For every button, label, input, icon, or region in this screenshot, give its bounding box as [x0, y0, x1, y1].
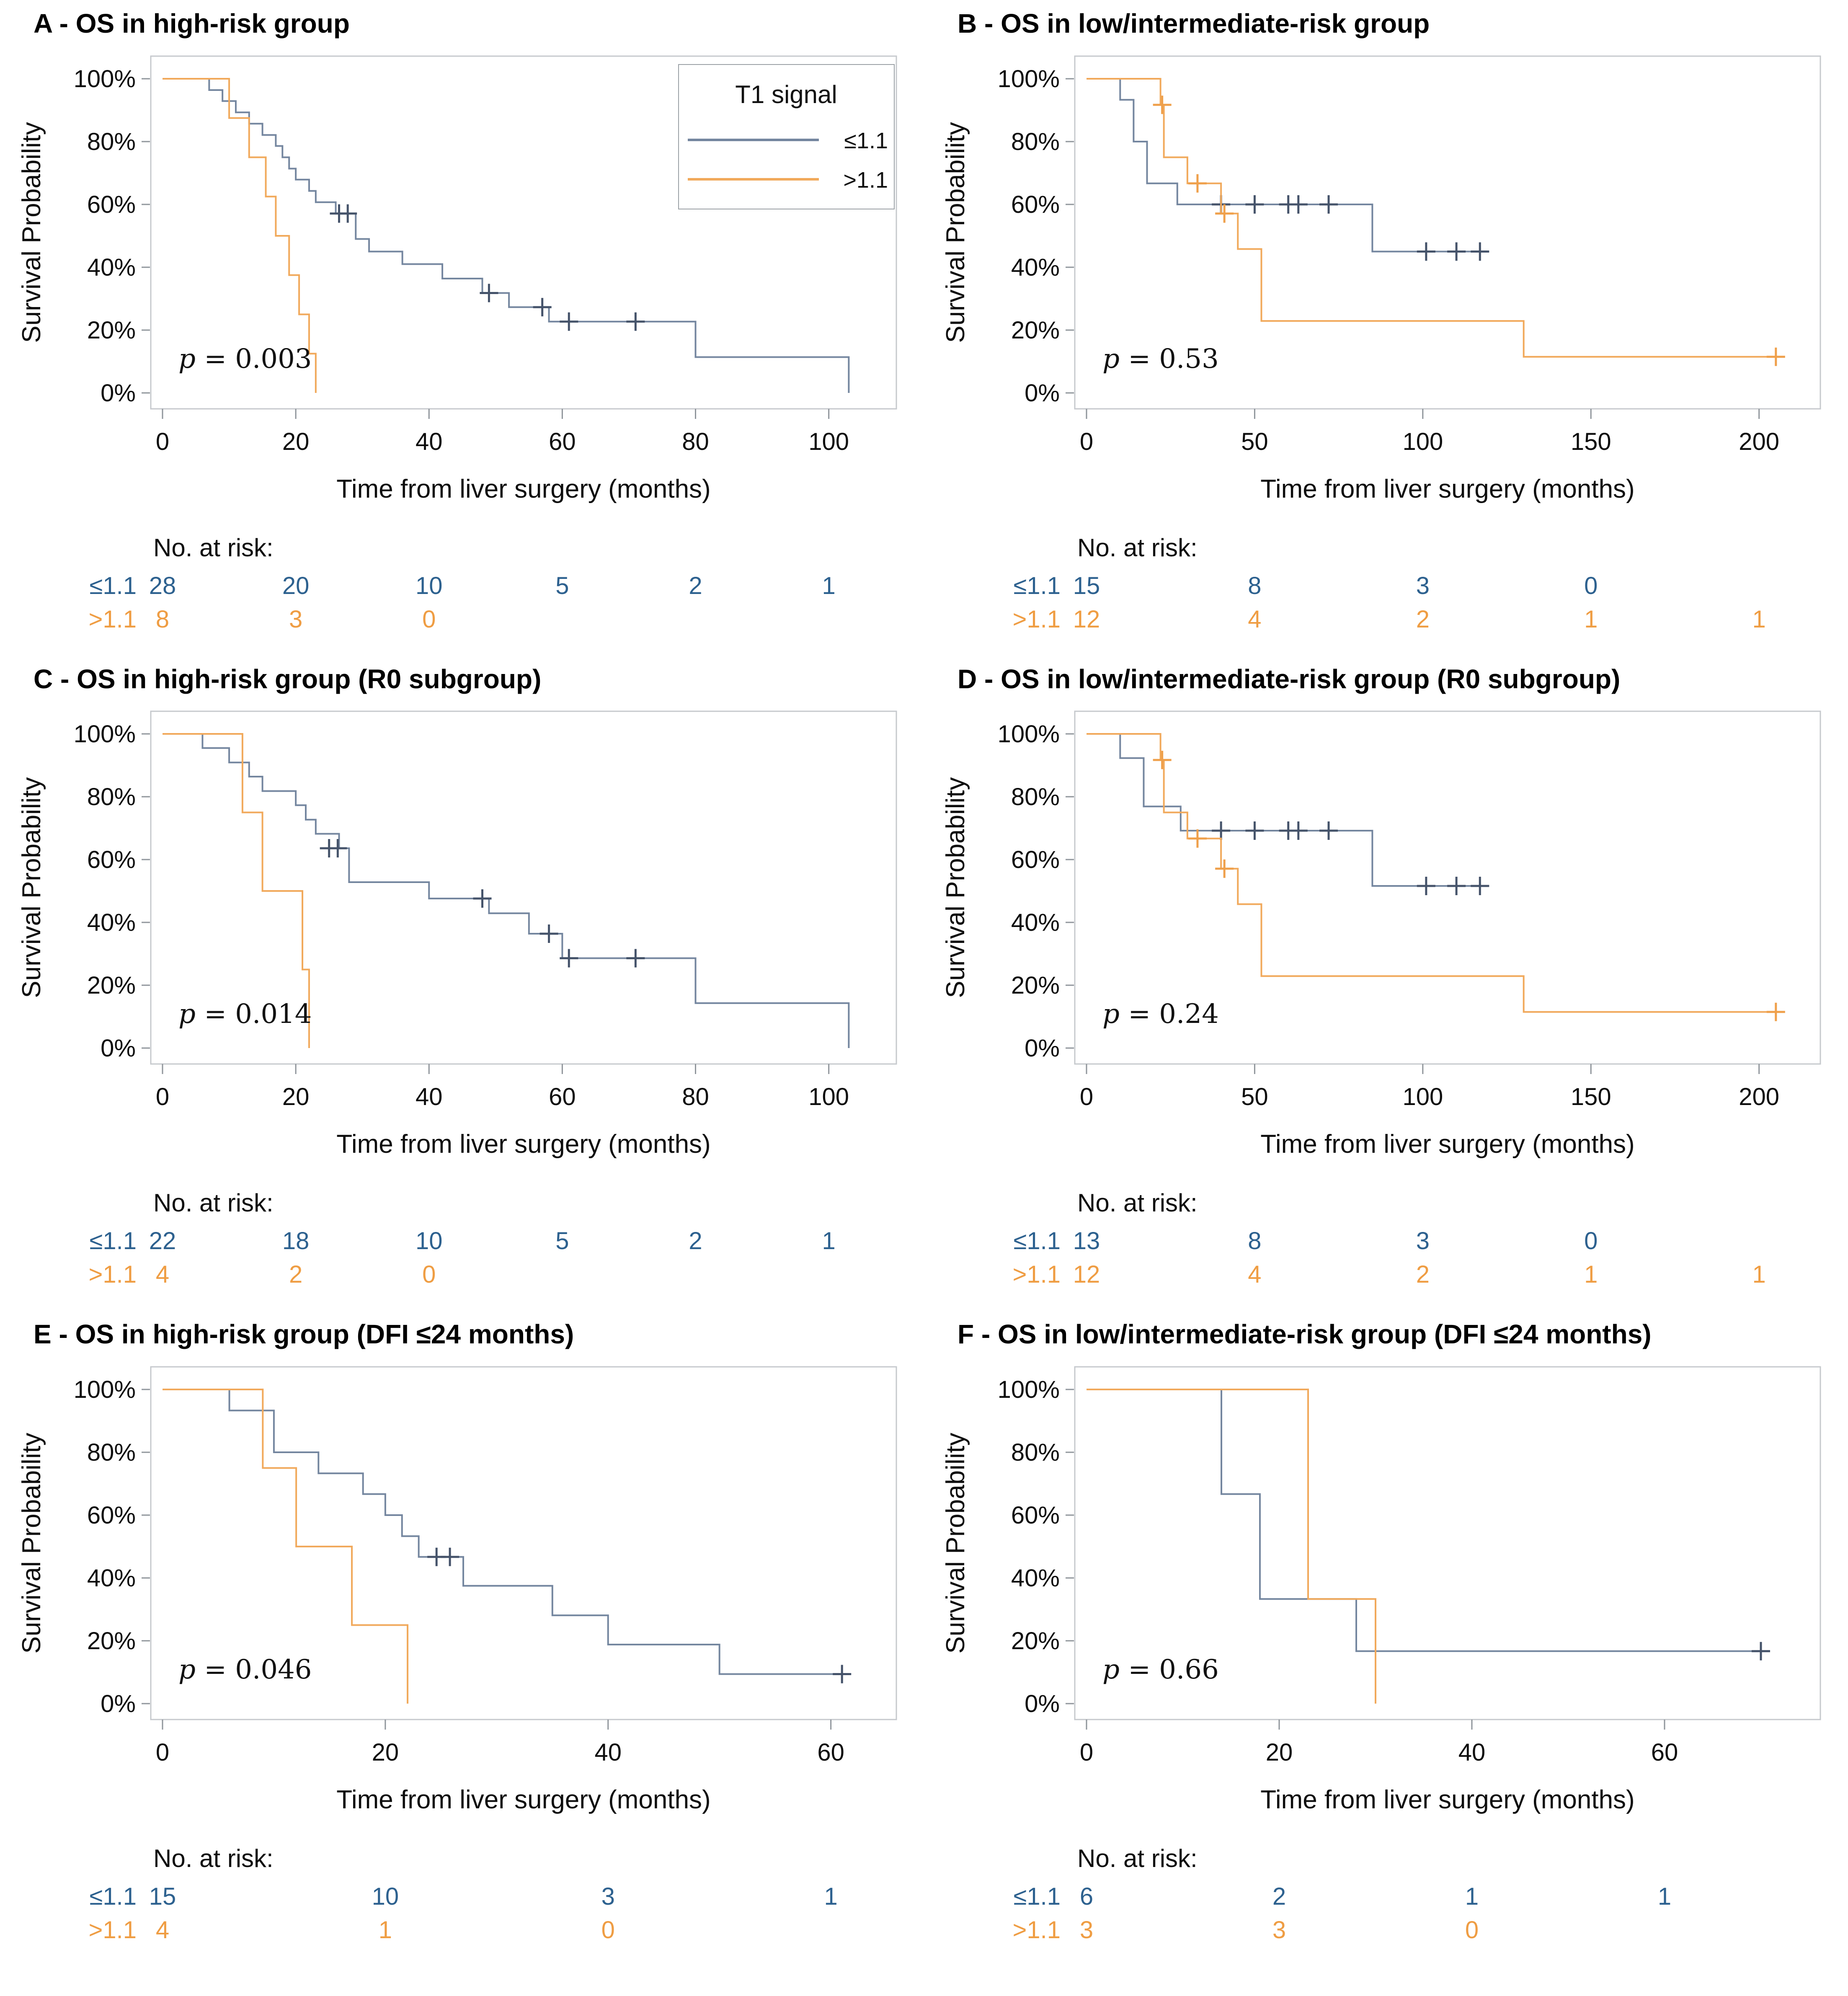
y-tick-label: 60%	[87, 846, 136, 874]
x-tick-label: 0	[1079, 1738, 1094, 1766]
x-axis-title: Time from liver surgery (months)	[1260, 474, 1635, 504]
risk-row-label: ≤1.1	[1013, 1882, 1061, 1910]
y-axis-title: Survival Probability	[17, 1433, 46, 1654]
x-tick-label: 40	[594, 1738, 622, 1766]
x-tick-label: 80	[682, 1083, 709, 1111]
x-tick-label: 150	[1570, 428, 1611, 455]
risk-count: 1	[1584, 605, 1598, 633]
x-axis-title: Time from liver surgery (months)	[336, 1785, 711, 1814]
risk-count: 5	[555, 572, 569, 599]
y-tick-label: 20%	[87, 972, 136, 999]
panel-f-os-low-intermediate-risk-dfi24	[932, 1317, 1840, 1960]
risk-count: 1	[1584, 1261, 1598, 1288]
x-tick-label: 60	[549, 428, 576, 455]
risk-count: 2	[289, 1261, 303, 1288]
x-tick-label: 50	[1241, 1083, 1268, 1111]
y-tick-label: 0%	[1025, 379, 1060, 407]
legend-item-label: >1.1	[843, 167, 888, 193]
risk-table-header: No. at risk:	[1077, 533, 1198, 562]
x-tick-label: 60	[549, 1083, 576, 1111]
risk-count: 0	[422, 1261, 436, 1288]
y-axis-title: Survival Probability	[941, 1433, 970, 1654]
risk-count: 3	[289, 605, 303, 633]
risk-count: 0	[422, 605, 436, 633]
x-tick-label: 200	[1739, 428, 1780, 455]
km-chart-f	[932, 1351, 1837, 1960]
panel-title: A - OS in high-risk group	[34, 8, 350, 39]
panel-b-os-low-intermediate-risk	[932, 7, 1840, 650]
y-tick-label: 80%	[87, 783, 136, 811]
x-tick-label: 50	[1241, 428, 1268, 455]
risk-count: 1	[378, 1916, 392, 1944]
y-axis-title: Survival Probability	[17, 121, 46, 343]
risk-count: 3	[1079, 1916, 1094, 1944]
km-curve-le11	[1087, 79, 1487, 252]
y-tick-label: 60%	[1011, 1501, 1060, 1529]
y-tick-label: 0%	[101, 1035, 136, 1062]
x-tick-label: 40	[416, 428, 443, 455]
km-chart-c	[8, 695, 913, 1305]
y-tick-label: 40%	[1011, 1564, 1060, 1592]
x-tick-label: 40	[416, 1083, 443, 1111]
y-tick-label: 0%	[1025, 1035, 1060, 1062]
x-tick-label: 80	[682, 428, 709, 455]
risk-count: 10	[372, 1882, 399, 1910]
panel-e-os-high-risk-dfi24	[8, 1317, 916, 1960]
x-tick-label: 100	[808, 428, 849, 455]
y-tick-label: 60%	[87, 191, 136, 218]
y-tick-label: 60%	[1011, 191, 1060, 218]
x-tick-label: 20	[282, 428, 310, 455]
risk-count: 4	[155, 1916, 170, 1944]
panel-title: C - OS in high-risk group (R0 subgroup)	[34, 664, 542, 694]
panel-d-os-low-intermediate-risk-r0	[932, 662, 1840, 1305]
risk-count: 13	[1073, 1227, 1100, 1255]
km-curve-le11	[1087, 1389, 1761, 1651]
risk-row-label: ≤1.1	[89, 1227, 137, 1255]
y-tick-label: 40%	[87, 909, 136, 937]
y-tick-label: 80%	[87, 128, 136, 155]
risk-count: 2	[689, 572, 702, 599]
risk-count: 1	[822, 572, 836, 599]
p-value-label: p = 0.24	[1102, 999, 1219, 1030]
panel-c-os-high-risk-r0	[8, 662, 916, 1305]
x-axis-title: Time from liver surgery (months)	[1260, 1785, 1635, 1814]
p-value-label: p = 0.66	[1102, 1654, 1219, 1685]
risk-count: 5	[555, 1227, 569, 1255]
y-tick-label: 20%	[1011, 316, 1060, 344]
risk-row-label: >1.1	[88, 1916, 137, 1944]
y-tick-label: 40%	[87, 1564, 136, 1592]
risk-count: 4	[1248, 1261, 1262, 1288]
risk-row-label: ≤1.1	[89, 1882, 137, 1910]
risk-count: 0	[1465, 1916, 1479, 1944]
risk-count: 12	[1073, 605, 1100, 633]
risk-count: 10	[416, 572, 443, 599]
y-tick-label: 100%	[997, 720, 1060, 748]
x-tick-label: 20	[1265, 1738, 1293, 1766]
risk-count: 15	[149, 1882, 176, 1910]
risk-row-label: ≤1.1	[89, 572, 137, 599]
y-tick-label: 20%	[1011, 1627, 1060, 1655]
km-curve-le11	[163, 1389, 848, 1674]
x-tick-label: 150	[1570, 1083, 1611, 1111]
risk-count: 22	[149, 1227, 176, 1255]
risk-row-label: >1.1	[88, 1261, 137, 1288]
km-chart-b	[932, 40, 1837, 650]
y-tick-label: 60%	[87, 1501, 136, 1529]
risk-table-header: No. at risk:	[1077, 1844, 1198, 1872]
risk-row-label: >1.1	[1012, 1916, 1061, 1944]
x-tick-label: 200	[1739, 1083, 1780, 1111]
risk-count: 2	[1416, 605, 1430, 633]
y-axis-title: Survival Probability	[941, 777, 970, 998]
risk-count: 0	[1584, 572, 1598, 599]
risk-count: 20	[282, 572, 310, 599]
legend-title: T1 signal	[735, 80, 837, 108]
panel-title: E - OS in high-risk group (DFI ≤24 months)	[34, 1319, 574, 1350]
y-tick-label: 100%	[997, 65, 1060, 93]
p-value-label: p = 0.003	[178, 343, 312, 374]
panel-title: B - OS in low/intermediate-risk group	[958, 8, 1430, 39]
y-tick-label: 40%	[1011, 909, 1060, 937]
risk-table-header: No. at risk:	[153, 533, 274, 562]
risk-count: 12	[1073, 1261, 1100, 1288]
y-tick-label: 0%	[1025, 1690, 1060, 1717]
risk-count: 1	[1752, 605, 1766, 633]
x-tick-label: 100	[1402, 428, 1443, 455]
p-value-label: p = 0.53	[1102, 343, 1219, 374]
risk-count: 1	[1657, 1882, 1672, 1910]
risk-table-header: No. at risk:	[153, 1189, 274, 1217]
x-axis-title: Time from liver surgery (months)	[336, 474, 711, 504]
y-axis-title: Survival Probability	[941, 121, 970, 343]
y-tick-label: 20%	[87, 316, 136, 344]
risk-count: 2	[1416, 1261, 1430, 1288]
risk-count: 28	[149, 572, 176, 599]
y-tick-label: 20%	[87, 1627, 136, 1655]
x-tick-label: 100	[1402, 1083, 1443, 1111]
x-tick-label: 20	[372, 1738, 399, 1766]
y-tick-label: 0%	[101, 1690, 136, 1717]
risk-table-header: No. at risk:	[153, 1844, 274, 1872]
y-tick-label: 80%	[1011, 1438, 1060, 1466]
risk-count: 4	[1248, 605, 1262, 633]
x-tick-label: 0	[155, 1083, 170, 1111]
y-tick-label: 60%	[1011, 846, 1060, 874]
p-value-label: p = 0.014	[178, 999, 312, 1030]
risk-count: 1	[1752, 1261, 1766, 1288]
risk-count: 3	[1272, 1916, 1286, 1944]
km-chart-a	[8, 40, 913, 650]
risk-count: 2	[689, 1227, 702, 1255]
km-figure-grid	[8, 7, 1840, 1960]
km-chart-d	[932, 695, 1837, 1305]
panel-title: F - OS in low/intermediate-risk group (DFI ≤24 months)	[958, 1319, 1652, 1350]
risk-count: 1	[1465, 1882, 1479, 1910]
risk-count: 8	[1248, 572, 1262, 599]
y-tick-label: 100%	[73, 720, 136, 748]
risk-count: 0	[1584, 1227, 1598, 1255]
x-tick-label: 60	[817, 1738, 844, 1766]
risk-count: 10	[416, 1227, 443, 1255]
p-value-label: p = 0.046	[178, 1654, 312, 1685]
x-tick-label: 100	[808, 1083, 849, 1111]
y-tick-label: 40%	[87, 253, 136, 281]
x-tick-label: 20	[282, 1083, 310, 1111]
y-tick-label: 80%	[1011, 128, 1060, 155]
risk-count: 4	[155, 1261, 170, 1288]
y-tick-label: 100%	[73, 65, 136, 93]
risk-table-header: No. at risk:	[1077, 1189, 1198, 1217]
risk-count: 2	[1272, 1882, 1286, 1910]
risk-row-label: ≤1.1	[1013, 1227, 1061, 1255]
y-tick-label: 80%	[87, 1438, 136, 1466]
km-curve-gt11	[1087, 79, 1776, 357]
risk-row-label: ≤1.1	[1013, 572, 1061, 599]
y-tick-label: 40%	[1011, 253, 1060, 281]
risk-count: 15	[1073, 572, 1100, 599]
risk-count: 8	[155, 605, 170, 633]
panel-a-os-high-risk	[8, 7, 916, 650]
risk-count: 3	[601, 1882, 615, 1910]
x-axis-title: Time from liver surgery (months)	[336, 1130, 711, 1159]
y-tick-label: 20%	[1011, 972, 1060, 999]
y-tick-label: 100%	[997, 1376, 1060, 1403]
risk-count: 3	[1416, 1227, 1430, 1255]
risk-count: 18	[282, 1227, 310, 1255]
km-curve-gt11	[1087, 734, 1776, 1012]
risk-count: 0	[601, 1916, 615, 1944]
y-tick-label: 0%	[101, 379, 136, 407]
x-tick-label: 0	[1079, 428, 1094, 455]
x-tick-label: 0	[155, 428, 170, 455]
x-tick-label: 0	[1079, 1083, 1094, 1111]
x-axis-title: Time from liver surgery (months)	[1260, 1130, 1635, 1159]
panel-title: D - OS in low/intermediate-risk group (R0 subgroup)	[958, 664, 1621, 694]
risk-row-label: >1.1	[1012, 1261, 1061, 1288]
y-tick-label: 80%	[1011, 783, 1060, 811]
risk-count: 6	[1079, 1882, 1094, 1910]
legend-item-label: ≤1.1	[844, 128, 888, 153]
risk-row-label: >1.1	[88, 605, 137, 633]
risk-count: 3	[1416, 572, 1430, 599]
km-curve-le11	[1087, 734, 1487, 886]
x-tick-label: 60	[1651, 1738, 1678, 1766]
km-chart-e	[8, 1351, 913, 1960]
x-tick-label: 0	[155, 1738, 170, 1766]
risk-count: 1	[822, 1227, 836, 1255]
risk-row-label: >1.1	[1012, 605, 1061, 633]
y-axis-title: Survival Probability	[17, 777, 46, 998]
y-tick-label: 100%	[73, 1376, 136, 1403]
x-tick-label: 40	[1458, 1738, 1486, 1766]
risk-count: 1	[824, 1882, 838, 1910]
risk-count: 8	[1248, 1227, 1262, 1255]
